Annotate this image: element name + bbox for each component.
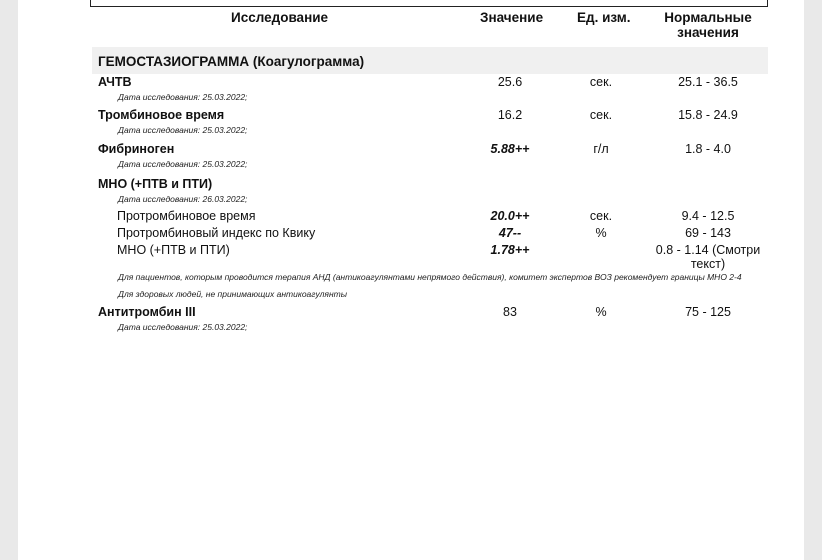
section-title: ГЕМОСТАЗИОГРАММА (Коагулограмма)	[98, 54, 365, 69]
note-healthy-people: Для здоровых людей, не принимающих антикоагулянты	[118, 289, 347, 299]
header-norm: Нормальные значения	[664, 10, 752, 40]
row-thrombin-norm: 15.8 - 24.9	[678, 108, 738, 122]
row-fibrinogen-value: 5.88++	[490, 142, 530, 156]
row-antithrombin-value: 83	[503, 305, 517, 319]
row-antithrombin-name: Антитромбин III	[98, 305, 196, 319]
row-pt-norm: 9.4 - 12.5	[681, 209, 735, 223]
row-antithrombin-date: Дата исследования: 25.03.2022;	[118, 322, 248, 332]
header-study: Исследование	[231, 10, 329, 25]
section-header	[92, 47, 768, 74]
row-thrombin-value: 16.2	[497, 108, 523, 122]
row-thrombin-unit: сек.	[589, 108, 613, 122]
row-aptt-date: Дата исследования: 25.03.2022;	[118, 92, 248, 102]
row-fibrinogen-norm: 1.8 - 4.0	[685, 142, 731, 156]
row-inr-group-date: Дата исследования: 26.03.2022;	[118, 194, 248, 204]
header-unit: Ед. изм.	[577, 10, 631, 25]
row-pt-name: Протромбиновое время	[117, 209, 256, 223]
row-fibrinogen-name: Фибриноген	[98, 142, 175, 156]
row-aptt-unit: сек.	[589, 75, 613, 89]
row-inr-value: 1.78++	[490, 243, 530, 257]
header-value: Значение	[480, 10, 544, 25]
row-aptt-value: 25.6	[497, 75, 523, 89]
row-thrombin-date: Дата исследования: 25.03.2022;	[118, 125, 248, 135]
row-fibrinogen-unit: г/л	[593, 142, 609, 156]
row-inr-group-name: МНО (+ПТВ и ПТИ)	[98, 177, 213, 191]
row-aptt-name: АЧТВ	[98, 75, 132, 89]
note-anticoagulant-therapy: Для пациентов, которым проводится терапия АНД (антикоагулянтами непрямого действия), комитет экспертов ВОЗ рекомендует границы МНО 2-4	[118, 272, 742, 282]
row-inr-norm-line2: текст)	[690, 257, 726, 271]
row-pt-unit: сек.	[589, 209, 613, 223]
row-quick-norm: 69 - 143	[685, 226, 731, 240]
top-frame-border	[90, 0, 768, 7]
row-aptt-norm: 25.1 - 36.5	[678, 75, 738, 89]
row-quick-unit: %	[595, 226, 607, 240]
row-quick-value: 47--	[498, 226, 522, 240]
row-pt-value: 20.0++	[490, 209, 530, 223]
report-page	[18, 0, 804, 560]
row-inr-name: МНО (+ПТВ и ПТИ)	[117, 243, 230, 257]
row-antithrombin-norm: 75 - 125	[685, 305, 731, 319]
row-inr-norm-line1: 0.8 - 1.14 (Смотри	[655, 243, 761, 257]
row-antithrombin-unit: %	[595, 305, 607, 319]
row-quick-name: Протромбиновый индекс по Квику	[117, 226, 316, 240]
row-fibrinogen-date: Дата исследования: 25.03.2022;	[118, 159, 248, 169]
row-thrombin-name: Тромбиновое время	[98, 108, 225, 122]
